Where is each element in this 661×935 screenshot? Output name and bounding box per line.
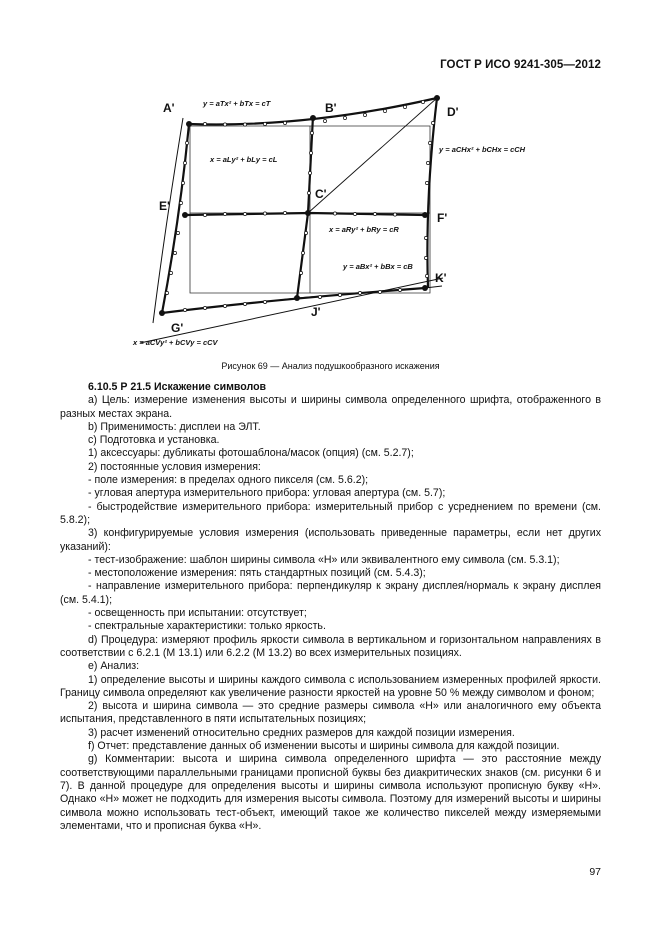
paragraph: - поле измерения: в пределах одного пикселя (см. 5.6.2);	[88, 474, 369, 487]
middle-vertical-curve	[297, 116, 313, 298]
paragraph: g) Комментарии: высота и ширина символа определенного шрифта — это расстояние между соответствующими параллельными границами прописной буквы без диакритических знаков (см. рисунки 6 и 7). В данной процедуре для определения высоты и ширины символа используют прописную букву «Н». Однако «Н» может не подходить для измерения высоты символа. Поэтому для измерений высоты и ширины символа можно использовать тест-объект, имеющий такое же количество пикселей между измеряемыми элементами, что и прописная буква «Н».	[60, 753, 601, 832]
equation-left-inner: x = aLy² + bLy = cL	[210, 155, 278, 164]
label-c: C'	[315, 187, 327, 201]
paragraph: d) Процедура: измеряют профиль яркости символа в вертикальном и горизонтальном направлениях в соответствии с 6.2.1 (М 13.1) или 6.2.2 (М 13.2) во всех измерительных позициях.	[60, 633, 601, 659]
paragraph: е) Анализ:	[88, 660, 140, 673]
page-number: 97	[589, 866, 601, 878]
label-e: E'	[159, 199, 170, 213]
label-j: J'	[311, 305, 321, 319]
paragraph: - местоположение измерения: пять стандартных позиций (см. 5.4.3);	[88, 567, 426, 580]
paragraph: с) Подготовка и установка.	[88, 434, 220, 447]
body-text	[60, 381, 601, 833]
paragraph: - освещенность при испытании: отсутствует;	[88, 607, 307, 620]
paragraph: 1) определение высоты и ширины каждого символа с использованием измеренных профилей яркости. Границу символа определяют как увеличение разности яркостей на уровне 50 % между символом и фоном;	[60, 673, 601, 699]
paragraph: 1) аксессуары: дубликаты фотошаблона/масок (опция) (см. 5.2.7);	[88, 447, 414, 460]
pincushion-figure	[125, 88, 585, 358]
document-header: ГОСТ Р ИСО 9241-305—2012	[440, 59, 601, 71]
paragraph: 3) конфигурируемые условия измерения (использовать приведенные параметры, если нет других указаний):	[60, 527, 601, 553]
equation-right-outer: y = aCHx² + bCHx = cCH	[439, 145, 526, 154]
section-title: 6.10.5 Р 21.5 Искажение символов	[88, 381, 267, 393]
right-edge-curve	[427, 98, 437, 288]
diagonal-lines	[162, 98, 442, 313]
paragraph: 2) высота и ширина символа — это средние размеры символа «Н» или аналогичного ему объекта испытания, представленного в пяти испытательных позициях;	[60, 700, 601, 726]
figure-caption: Рисунок 69 — Анализ подушкообразного искажения	[221, 361, 440, 371]
paragraph: - быстродействие измерительного прибора: измерительный прибор с усреднением по времени (см. 5.8.2);	[60, 500, 601, 526]
equation-bottom-outer: x = aCVy² + bCVy = cCV	[133, 338, 218, 347]
equation-right-inner: x = aRy² + bRy = cR	[329, 225, 399, 234]
label-g: G'	[171, 321, 184, 335]
label-a: A'	[163, 101, 175, 115]
left-edge-curve	[162, 124, 189, 313]
paragraph: f) Отчет: представление данных об изменении высоты и ширины символа для каждой позиции.	[88, 740, 560, 753]
label-b: B'	[325, 101, 337, 115]
paragraph: - направление измерительного прибора: перпендикуляр к экрану дисплея/нормаль к экрану дисплея (см. 5.4.1);	[60, 580, 601, 606]
paragraph: - тест-изображение: шаблон ширины символа «Н» или эквивалентного ему символа (см. 5.3.1);	[88, 553, 560, 566]
equation-bottom-inner: y = aBx² + bBx = cB	[343, 262, 413, 271]
paragraph: 3) расчет изменений относительно средних размеров для каждой позиции измерения.	[88, 726, 515, 739]
equation-top: y = aTx² + bTx = cT	[203, 99, 271, 108]
bottom-edge-curve	[162, 288, 425, 313]
paragraph: - спектральные характеристики: только яркость.	[88, 620, 326, 633]
paragraph: а) Цель: измерение изменения высоты и ширины символа определенного шрифта, отображенного в разных местах экрана.	[60, 394, 601, 420]
label-k: K'	[435, 271, 447, 285]
paragraph: - угловая апертура измерительного прибора: угловая апертура (см. 5.7);	[88, 487, 446, 500]
paragraph: 2) постоянные условия измерения:	[88, 460, 261, 473]
label-f: F'	[437, 211, 448, 225]
pincushion-diagram	[125, 88, 585, 358]
label-d: D'	[447, 105, 459, 119]
paragraph: b) Применимость: дисплеи на ЭЛТ.	[88, 420, 261, 433]
